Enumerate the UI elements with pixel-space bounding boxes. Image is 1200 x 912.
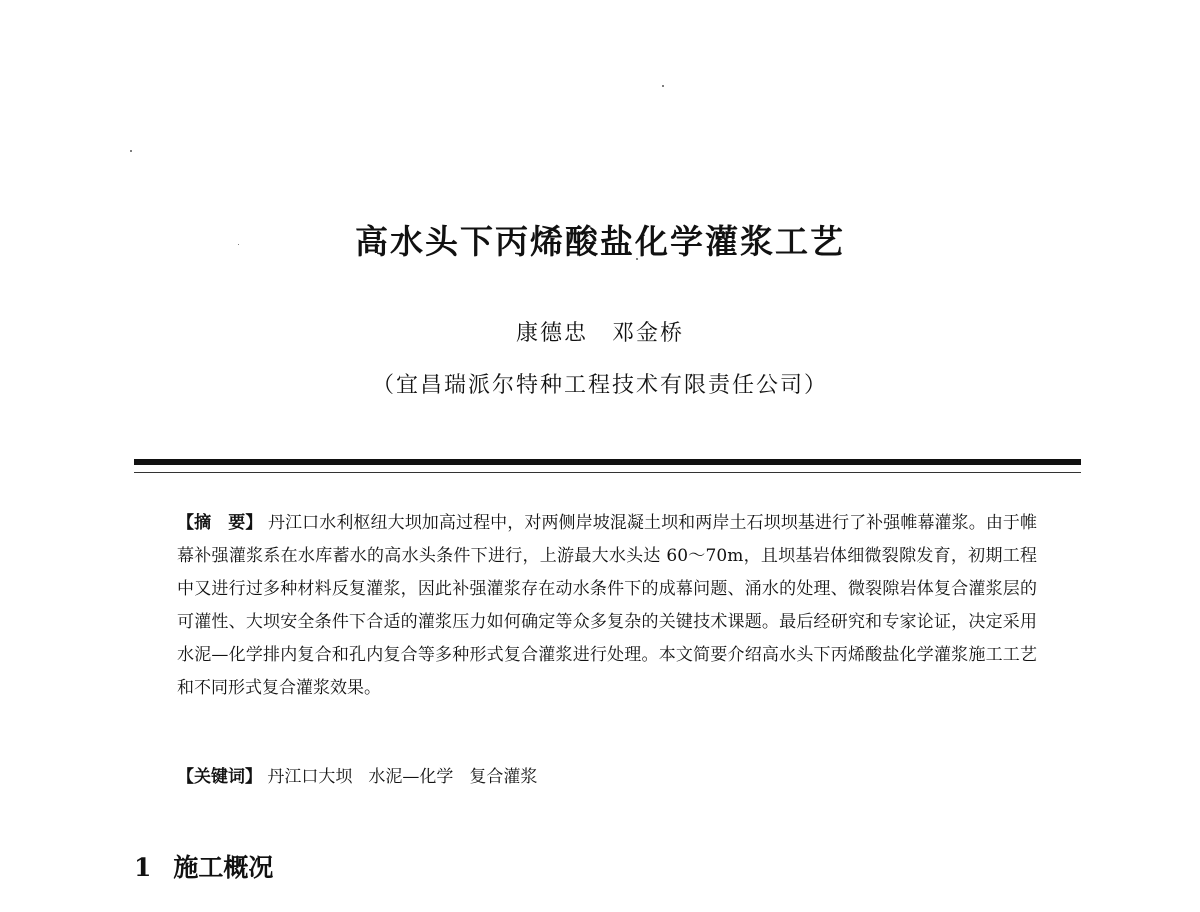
header-rule-thick <box>134 459 1081 465</box>
keyword: 水泥—化学 <box>368 767 454 787</box>
abstract <box>177 507 1037 705</box>
keyword: 复合灌浆 <box>469 767 538 787</box>
abstract-text: 丹江口水利枢纽大坝加高过程中，对两侧岸坡混凝土坝和两岸土石坝坝基进行了补强帷幕灌浆。由于帷幕补强灌浆系在水库蓄水的高水头条件下进行，上游最大水头达 60～70m，且坝基岩体细微裂隙发育，初期工程中又进行过多种材料反复灌浆，因此补强灌浆存在动水条件下的成幕问题、涌水的处理、微裂隙岩体复合灌浆层的可灌性、大坝安全条件下合适的灌浆压力如何确定等众多复杂的关键技术课题。最后经研究和专家论证，决定采用水泥—化学排内复合和孔内复合等多种形式复合灌浆进行处理。本文简要介绍高水头下丙烯酸盐化学灌浆施工工艺和不同形式复合灌浆效果。 <box>177 513 1038 698</box>
keywords-label: 【关键词】 <box>177 767 262 787</box>
section-title: 施工概况 <box>173 853 274 882</box>
header-rule-thin <box>134 472 1081 473</box>
scan-speck <box>130 150 132 152</box>
paper-affiliation: （宜昌瑞派尔特种工程技术有限责任公司） <box>371 373 828 398</box>
abstract-label: 【摘 要】 <box>177 513 263 533</box>
scan-speck <box>662 85 664 87</box>
keyword: 丹江口大坝 <box>267 767 353 787</box>
keywords <box>177 761 1037 794</box>
paper-title: 高水头下丙烯酸盐化学灌浆工艺 <box>355 222 845 261</box>
section-number: 1 <box>134 853 152 882</box>
paper-authors: 康德忠 邓金桥 <box>515 321 684 346</box>
section-heading <box>134 848 273 884</box>
